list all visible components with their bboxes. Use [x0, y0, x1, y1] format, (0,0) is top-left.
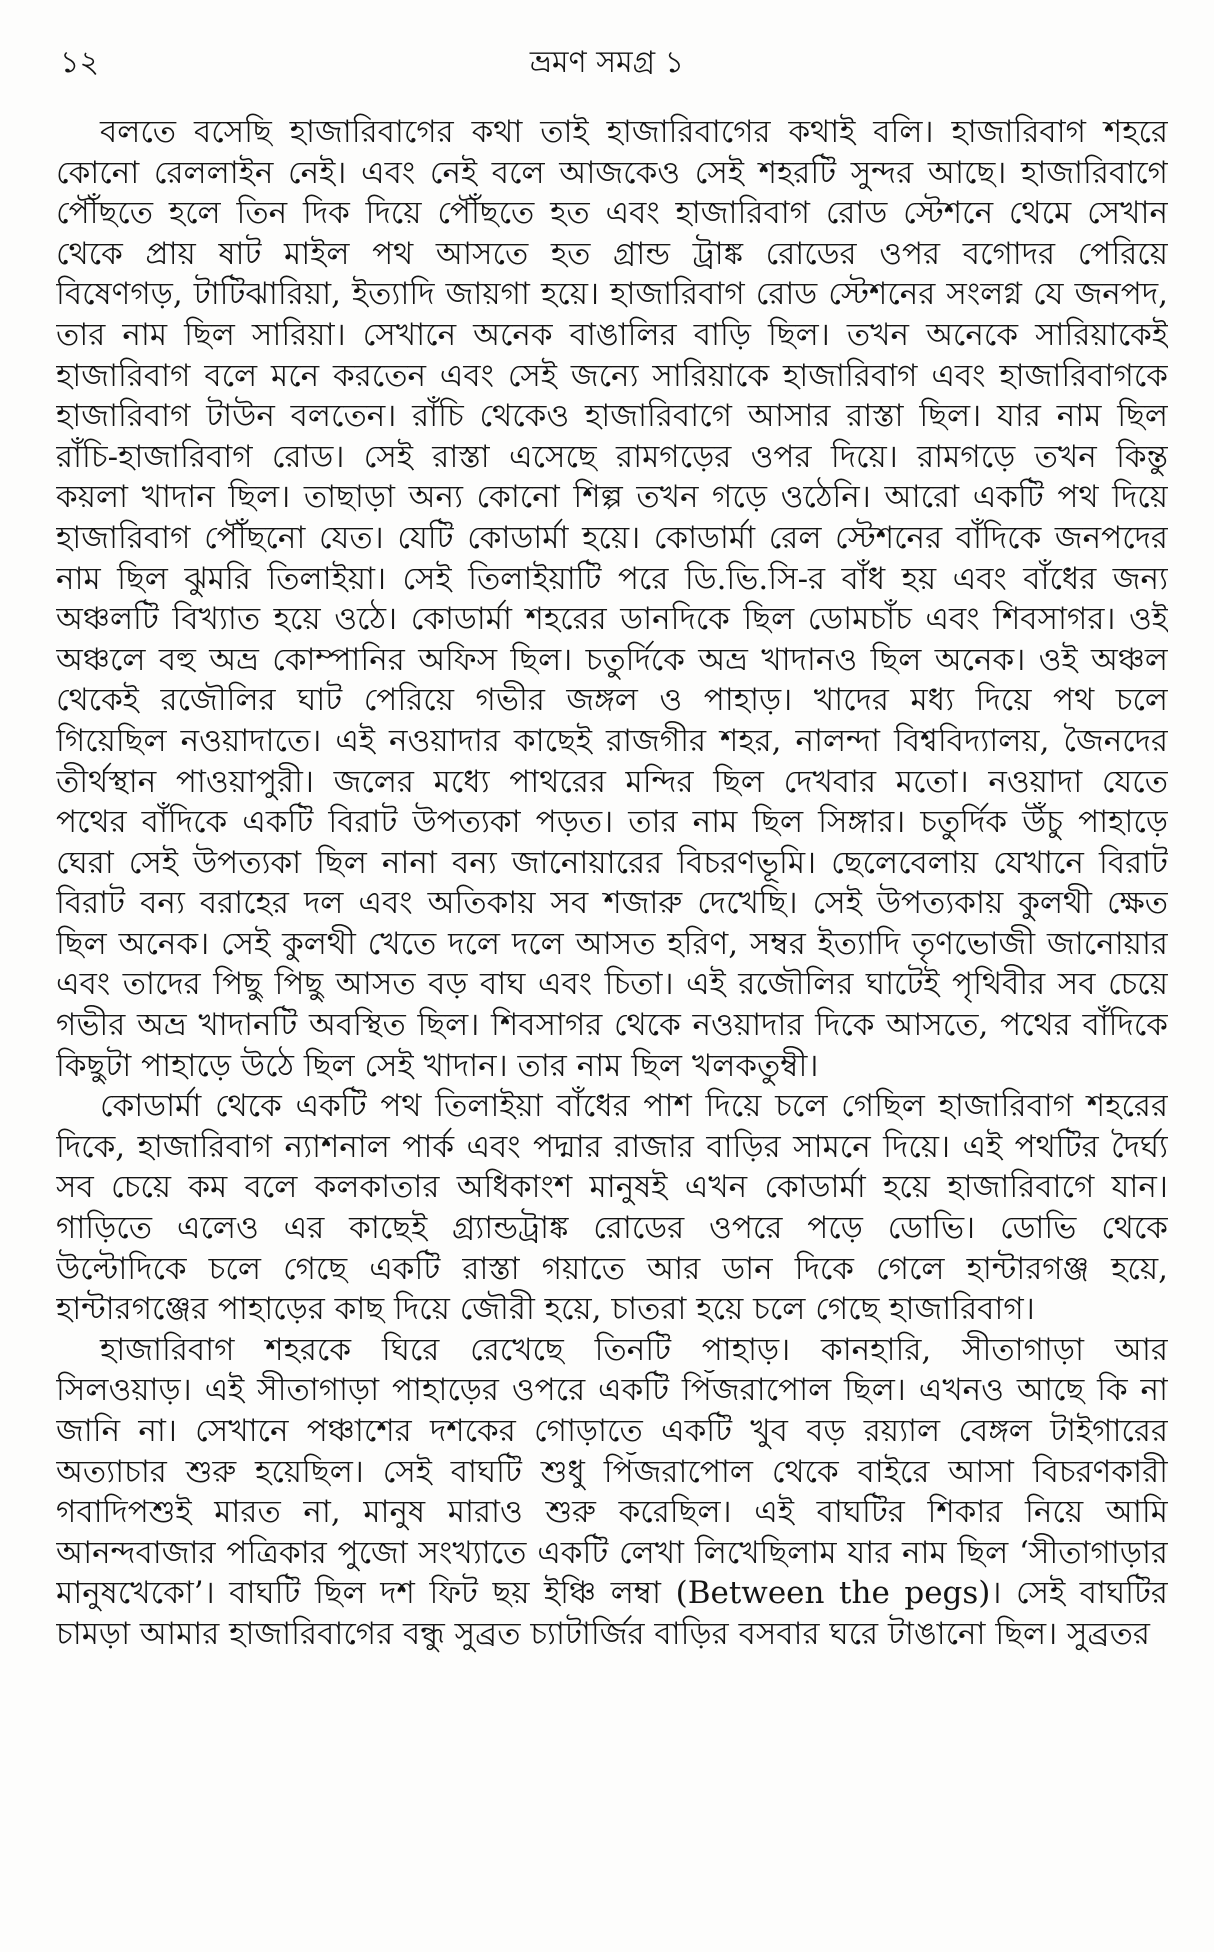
text-line: হাজারিবাগ টাউন বলতেন। রাঁচি থেকেও হাজারিবাগে আসার রাস্তা ছিল। যার নাম ছিল — [56, 398, 1168, 435]
text-line: পৌঁছতে হলে তিন দিক দিয়ে পৌঁছতে হত এবং হাজারিবাগ রোড স্টেশনে থেমে সেখান — [56, 195, 1168, 232]
text-line: সিলওয়াড়। এই সীতাগাড়া পাহাড়ের ওপরে একটি পিঁজরাপোল ছিল। এখনও আছে কি না — [56, 1372, 1168, 1409]
page-number: ১২ — [60, 45, 99, 80]
text-line: কয়লা খাদান ছিল। তাছাড়া অন্য কোনো শিল্প তখন গড়ে ওঠেনি। আরো একটি পথ দিয়ে — [56, 479, 1168, 516]
text-line: কিছুটা পাহাড়ে উঠে ছিল সেই খাদান। তার নাম ছিল খলকতুম্বী। — [56, 1047, 819, 1084]
paragraph — [56, 112, 1168, 1086]
text-line: হাজারিবাগ শহরকে ঘিরে রেখেছে তিনটি পাহাড়। কানহারি, সীতাগাড়া আর — [100, 1331, 1168, 1368]
text-line: বিষেণগড়, টাটিঝারিয়া, ইত্যাদি জায়গা হয়ে। হাজারিবাগ রোড স্টেশনের সংলগ্ন যে জনপদ, — [56, 276, 1168, 313]
text-line: অঞ্চলে বহু অভ্র কোম্পানির অফিস ছিল। চতুর্দিকে অভ্র খাদানও ছিল অনেক। ওই অঞ্চল — [56, 641, 1168, 678]
text-line: হান্টারগঞ্জের পাহাড়ের কাছ দিয়ে জৌরী হয়ে, চাতরা হয়ে চলে গেছে হাজারিবাগ। — [56, 1291, 1035, 1328]
text-line: হাজারিবাগ পৌঁছনো যেত। যেটি কোডার্মা হয়ে। কোডার্মা রেল স্টেশনের বাঁদিকে জনপদের — [56, 519, 1168, 556]
running-title: ভ্রমণ সমগ্র ১ — [529, 45, 685, 80]
text-line: তীর্থস্থান পাওয়াপুরী। জলের মধ্যে পাথরের মন্দির ছিল দেখবার মতো। নওয়াদা যেতে — [56, 763, 1168, 800]
text-line: গভীর অভ্র খাদানটি অবস্থিত ছিল। শিবসাগর থেকে নওয়াদার দিকে আসতে, পথের বাঁদিকে — [56, 1007, 1168, 1044]
text-line: মানুষখেকো’। বাঘটি ছিল দশ ফিট ছয় ইঞ্চি লম্বা (Between the pegs)। সেই বাঘটির — [56, 1575, 1168, 1612]
text-line: জানি না। সেখানে পঞ্চাশের দশকের গোড়াতে একটি খুব বড় রয়্যাল বেঙ্গল টাইগারের — [56, 1413, 1168, 1449]
body-text — [56, 112, 1168, 1655]
text-line: কোডার্মা থেকে একটি পথ তিলাইয়া বাঁধের পাশ দিয়ে চলে গেছিল হাজারিবাগ শহরের — [100, 1088, 1168, 1125]
text-line: সব চেয়ে কম বলে কলকাতার অধিকাংশ মানুষই এখন কোডার্মা হয়ে হাজারিবাগে যান। — [56, 1169, 1168, 1206]
text-line: অঞ্চলটি বিখ্যাত হয়ে ওঠে। কোডার্মা শহরের ডানদিকে ছিল ডোমচাঁচ এবং শিবসাগর। ওই — [56, 601, 1168, 638]
paragraph — [56, 1086, 1168, 1330]
text-line: বলতে বসেছি হাজারিবাগের কথা তাই হাজারিবাগের কথাই বলি। হাজারিবাগ শহরে — [100, 114, 1168, 150]
text-line: গিয়েছিল নওয়াদাতে। এই নওয়াদার কাছেই রাজগীর শহর, নালন্দা বিশ্ববিদ্যালয়, জৈনদের — [56, 722, 1168, 759]
text-line: রাঁচি-হাজারিবাগ রোড। সেই রাস্তা এসেছে রামগড়ের ওপর দিয়ে। রামগড়ে তখন কিন্তু — [56, 438, 1168, 475]
text-line: ঘেরা সেই উপত্যকা ছিল নানা বন্য জানোয়ারের বিচরণভূমি। ছেলেবেলায় যেখানে বিরাট — [56, 844, 1168, 881]
text-line: পথের বাঁদিকে একটি বিরাট উপত্যকা পড়ত। তার নাম ছিল সিঙ্গার। চতুর্দিক উঁচু পাহাড়ে — [56, 804, 1168, 841]
text-line: গবাদিপশুই মারত না, মানুষ মারাও শুরু করেছিল। এই বাঘটির শিকার নিয়ে আমি — [56, 1494, 1168, 1531]
text-line: বিরাট বন্য বরাহের দল এবং অতিকায় সব শজারু দেখেছি। সেই উপত্যকায় কুলথী ক্ষেত — [56, 885, 1168, 922]
text-line: কোনো রেললাইন নেই। এবং নেই বলে আজকেও সেই শহরটি সুন্দর আছে। হাজারিবাগে — [56, 154, 1168, 191]
text-line: এবং তাদের পিছু পিছু আসত বড় বাঘ এবং চিতা। এই রজৌলির ঘাটেই পৃথিবীর সব চেয়ে — [56, 966, 1168, 1003]
text-line: থেকেই রজৌলির ঘাট পেরিয়ে গভীর জঙ্গল ও পাহাড়। খাদের মধ্য দিয়ে পথ চলে — [56, 682, 1168, 719]
text-line: উল্টোদিকে চলে গেছে একটি রাস্তা গয়াতে আর ডান দিকে গেলে হান্টারগঞ্জ হয়ে, — [56, 1250, 1168, 1287]
text-line: নাম ছিল ঝুমরি তিলাইয়া। সেই তিলাইয়াটি পরে ডি.ভি.সি-র বাঁধ হয় এবং বাঁধের জন্য — [56, 560, 1168, 597]
text-line: থেকে প্রায় ষাট মাইল পথ আসতে হত গ্রান্ড ট্রাঙ্ক রোডের ওপর বগোদর পেরিয়ে — [56, 235, 1168, 272]
text-line: ছিল অনেক। সেই কুলথী খেতে দলে দলে আসত হরিণ, সম্বর ইত্যাদি তৃণভোজী জানোয়ার — [56, 925, 1168, 962]
text-line: চামড়া আমার হাজারিবাগের বন্ধু সুব্রত চ্যাটার্জির বাড়ির বসবার ঘরে টাঙানো ছিল। সুব্রতর — [56, 1615, 1150, 1652]
text-line: গাড়িতে এলেও এর কাছেই গ্র্যান্ডট্রাঙ্ক রোডের ওপরে পড়ে ডোভি। ডোভি থেকে — [56, 1210, 1168, 1247]
text-line: তার নাম ছিল সারিয়া। সেখানে অনেক বাঙালির বাড়ি ছিল। তখন অনেকে সারিয়াকেই — [56, 316, 1168, 353]
text-line: অত্যাচার শুরু হয়েছিল। সেই বাঘটি শুধু পিঁজরাপোল থেকে বাইরে আসা বিচরণকারী — [56, 1453, 1168, 1490]
text-line: দিকে, হাজারিবাগ ন্যাশনাল পার্ক এবং পদ্মার রাজার বাড়ির সামনে দিয়ে। এই পথটির দৈর্ঘ্য — [56, 1128, 1168, 1165]
paragraph — [56, 1330, 1168, 1655]
text-line: হাজারিবাগ বলে মনে করতেন এবং সেই জন্যে সারিয়াকে হাজারিবাগ এবং হাজারিবাগকে — [56, 357, 1168, 394]
page-header — [52, 38, 1162, 88]
text-line: আনন্দবাজার পত্রিকার পুজো সংখ্যাতে একটি লেখা লিখেছিলাম যার নাম ছিল ‘সীতাগাড়ার — [56, 1534, 1168, 1571]
